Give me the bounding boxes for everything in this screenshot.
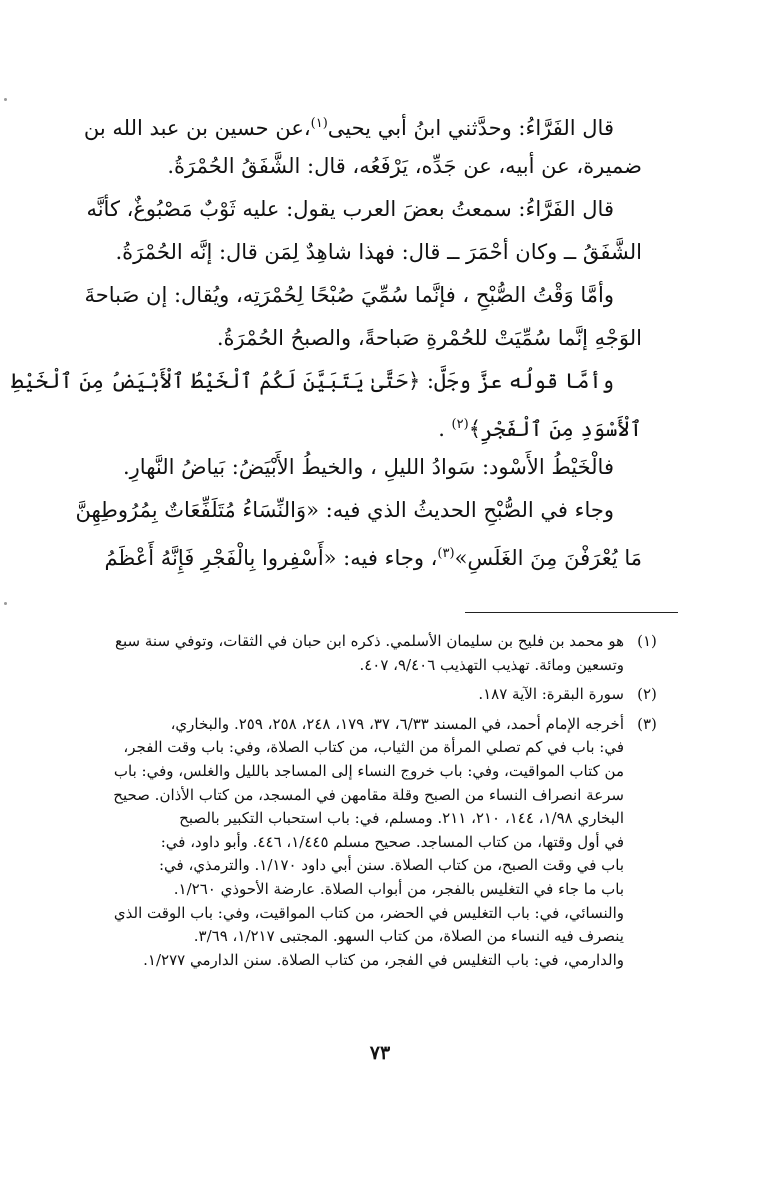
footnote-line: والنسائي، في: باب التغليس في الحضر، من كتاب المواقيت، وفي: باب الوقت الذي xyxy=(113,903,624,922)
footnote-line: والدارمي، في: باب التغليس في الفجر، من كتاب الصلاة. سنن الدارمي ١/٢٧٧. xyxy=(143,950,624,969)
footnote-2 xyxy=(88,683,664,707)
text-segment: مَا يُعْرَفْنَ مِنَ الغَلَسِ» xyxy=(454,546,642,570)
footnote-line: في: باب في كم تصلي المرأة من الثياب، من كتاب الصلاة، وفي: باب وقت الفجر، xyxy=(123,738,624,757)
main-text-body xyxy=(11,102,642,575)
text-line xyxy=(88,532,642,575)
text-segment: ٱلْأَسْوَدِ مِنَ ٱلْفَجْرِ﴾ xyxy=(468,417,642,441)
text-segment: ، وجاء فيه: «أَسْفِروا بِالْفَجْرِ فَإِنَّهُ أَعْظَمُ xyxy=(104,546,438,570)
footnote-number: (١) xyxy=(637,632,657,650)
footnote-line: باب في وقت الصبح، من كتاب الصلاة. سنن أبي داود ١/١٧٠. والترمذي، في: xyxy=(158,856,624,875)
text-line xyxy=(83,102,642,145)
text-segment: قال الفَرَّاءُ: وحدَّثني ابنُ أبي يحيى xyxy=(327,116,614,140)
footnote-marker[interactable]: (٢) xyxy=(451,417,469,432)
footnote-divider xyxy=(465,612,678,613)
text-segment: ،عن حسين بن عبد الله بن xyxy=(83,116,311,140)
text-line: وأمَّا قولُه عزَّ وجَلَّ: ﴿حَتَّىٰ يَتَبَيَّنَ لَكُمُ ٱلْخَيْطُ ٱلْأَبْيَضُ مِنَ ٱلْخَيْطِ xyxy=(11,369,614,393)
footnote-line: باب ما جاء في التغليس بالفجر، من أبواب الصلاة. عارضة الأحوذي ١/٢٦٠. xyxy=(173,879,624,898)
text-line: فالْخَيْطُ الأَسْود: سَوادُ الليلِ ، والخيطُ الأَبْيَضُ: بَياضُ النَّهارِ. xyxy=(122,455,614,479)
footnote-1 xyxy=(88,630,664,677)
margin-speck xyxy=(4,602,7,605)
text-line: وجاء في الصُّبْحِ الحديثُ الذي فيه: «وَالنِّسَاءُ مُتَلَفِّعَاتٌ بِمُرُوطِهِنَّ xyxy=(75,498,614,522)
text-line xyxy=(88,403,642,446)
footnote-marker[interactable]: (١) xyxy=(310,116,328,131)
text-line: قال الفَرَّاءُ: سمعتُ بعضَ العرب يقول: عليه ثَوْبٌ مَصْبُوغٌ، كأنَّه xyxy=(86,197,614,221)
footnote-line: وتسعين ومائة. تهذيب التهذيب ٩/٤٠٦، ٤٠٧. xyxy=(359,655,624,674)
footnote-marker[interactable]: (٣) xyxy=(437,546,455,561)
margin-speck xyxy=(4,98,7,101)
footnote-line: سورة البقرة: الآية ١٨٧. xyxy=(478,685,624,704)
footnote-line: من كتاب المواقيت، وفي: باب خروج النساء إلى المساجد بالليل والغلس، وفي: باب xyxy=(113,761,624,780)
footnotes-section xyxy=(88,630,664,978)
footnote-line: ينصرف فيه النساء من الصلاة، من كتاب السهو. المجتبى ١/٢١٧، ٣/٦٩. xyxy=(193,927,624,946)
footnote-line: هو محمد بن فليح بن سليمان الأسلمي. ذكره ابن حبان في الثقات، وتوفي سنة سبع xyxy=(115,632,624,650)
footnote-line: سرعة انصراف النساء من الصبح وقلة مقامهن في المسجد، من كتاب الأذان. صحيح xyxy=(113,785,624,804)
page-number: ٧٣ xyxy=(369,1042,391,1064)
footnote-number: (٣) xyxy=(637,714,657,733)
footnote-3 xyxy=(88,713,664,973)
footnote-number: (٢) xyxy=(637,685,657,704)
footnote-line: في أول وقتها، من كتاب المساجد. صحيح مسلم ١/٤٤٥، ٤٤٦. وأبو داود، في: xyxy=(160,832,624,851)
text-segment: . xyxy=(438,417,452,441)
footnote-line: أخرجه الإمام أحمد، في المسند ٦/٣٣، ٣٧، ١٧٩، ٢٤٨، ٢٥٨، ٢٥٩. والبخاري، xyxy=(170,714,624,733)
text-line: الشَّفَقُ ــ وكان أحْمَرَ ــ قال: فهذا شاهِدٌ لِمَن قال: إنَّه الحُمْرَةُ. xyxy=(115,240,642,264)
text-line: وأمَّا وَقْتُ الصُّبْحِ ، فإنَّما سُمِّيَ صُبْحًا لِحُمْرَتِه، ويُقال: إن صَباحةَ xyxy=(84,283,614,307)
footnote-line: البخاري ١/٩٨، ١٤٤، ٢١٠، ٢١١. ومسلم، في: باب استحباب التكبير بالصبح xyxy=(179,809,624,828)
text-line: الوَجْهِ إنَّما سُمِّيَتْ للحُمْرةِ صَباحةً، والصبحُ الحُمْرَةُ. xyxy=(216,326,642,350)
text-line: ضميرة، عن أبيه، عن جَدِّه، يَرْفَعُه، قال: الشَّفَقُ الحُمْرَةُ. xyxy=(167,154,642,178)
